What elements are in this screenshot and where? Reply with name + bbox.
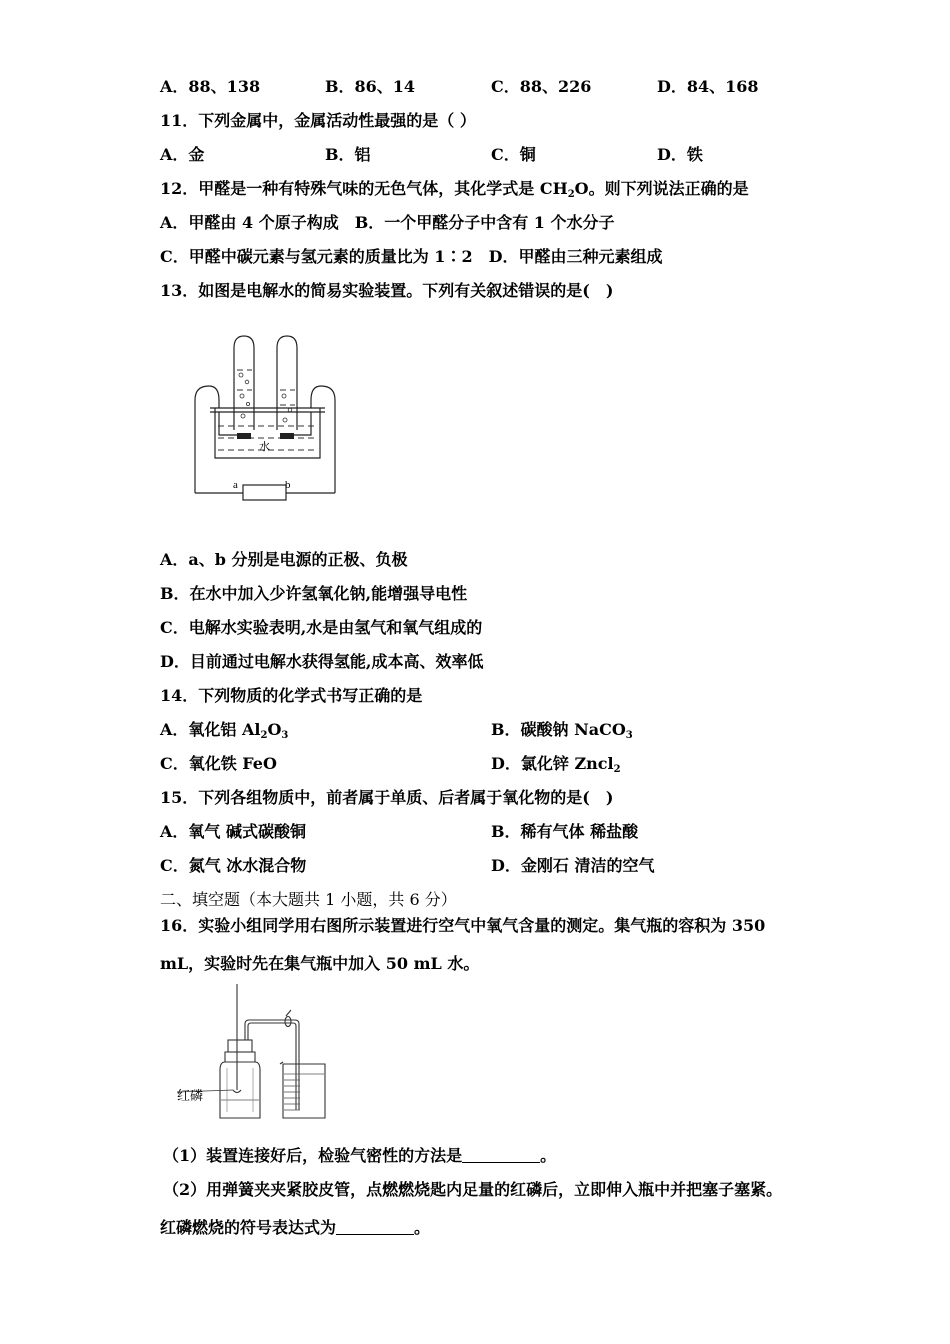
q15-option-a: A．氧气 碱式碳酸铜 — [160, 822, 306, 841]
q10-option-b: B．86、14 — [325, 77, 416, 96]
q11-option-b: B．铝 — [325, 145, 371, 164]
q14-stem: 14．下列物质的化学式书写正确的是 — [160, 686, 423, 705]
q10-option-a: A．88、138 — [160, 77, 261, 96]
q10-option-d: D．84、168 — [657, 77, 759, 96]
q14-option-d: D．氯化锌 Zncl$_2$ — [491, 754, 621, 775]
oxygen-measurement-apparatus-figure — [175, 982, 350, 1127]
q16-part2-cont: 红磷燃烧的符号表达式为 。 — [160, 1218, 431, 1237]
q14-option-a: A．氧化铝 $Al_2O_3$ — [160, 720, 289, 741]
q10-option-c: C．88、226 — [491, 77, 592, 96]
q11-option-d: D．铁 — [657, 145, 703, 164]
q13-option-b: B．在水中加入少许氢氧化钠,能增强导电性 — [160, 584, 468, 603]
answer-blank-1[interactable] — [462, 1148, 540, 1163]
fig-label-b: b — [285, 479, 291, 491]
q13-option-c: C．电解水实验表明,水是由氢气和氧气组成的 — [160, 618, 483, 637]
fig-label-red-phosphorus: 红磷 — [177, 1089, 204, 1104]
q11-option-a: A．金 — [160, 145, 205, 164]
electrolysis-apparatus-figure — [185, 330, 345, 505]
q16-part2: （2）用弹簧夹夹紧胶皮管，点燃燃烧匙内足量的红磷后，立即伸入瓶中并把塞子塞紧。 — [163, 1180, 783, 1199]
q13-option-a: A．a、b 分别是电源的正极、负极 — [160, 550, 408, 569]
q11-stem: 11．下列金属中，金属活动性最强的是（ ） — [160, 111, 476, 130]
q15-option-b: B．稀有气体 稀盐酸 — [491, 822, 639, 841]
q13-stem: 13．如图是电解水的简易实验装置。下列有关叙述错误的是( ) — [160, 281, 614, 300]
fig-label-a: a — [233, 479, 238, 491]
q16-part1: （1）装置连接好后，检验气密性的方法是 。 — [163, 1146, 557, 1165]
q16-stem-line1: 16．实验小组同学用右图所示装置进行空气中氧气含量的测定。集气瓶的容积为 350 — [160, 916, 766, 935]
q12-options-cd: C．甲醛中碳元素与氢元素的质量比为 1∶2 D．甲醛由三种元素组成 — [160, 247, 663, 266]
fig-label-water: 水 — [259, 440, 270, 453]
section-heading: 二、填空题（本大题共 1 小题，共 6 分） — [160, 890, 457, 909]
q14-option-b: B．碳酸钠 NaCO$_3$ — [491, 720, 633, 741]
answer-blank-2[interactable] — [336, 1220, 414, 1235]
q15-option-c: C．氮气 冰水混合物 — [160, 856, 307, 875]
q11-option-c: C．铜 — [491, 145, 536, 164]
q16-stem-line2: mL，实验时先在集气瓶中加入 50 mL 水。 — [160, 954, 480, 973]
q12-stem: 12．甲醛是一种有特殊气味的无色气体，其化学式是 $CH_2O$。则下列说法正确的是 — [160, 179, 749, 200]
q13-option-d: D．目前通过电解水获得氢能,成本高、效率低 — [160, 652, 484, 671]
q15-option-d: D．金刚石 清洁的空气 — [491, 856, 655, 875]
q14-option-c: C．氧化铁 FeO — [160, 754, 277, 773]
q12-options-ab: A．甲醛由 4 个原子构成 B．一个甲醛分子中含有 1 个水分子 — [160, 213, 615, 232]
q15-stem: 15．下列各组物质中，前者属于单质、后者属于氧化物的是( ) — [160, 788, 614, 807]
